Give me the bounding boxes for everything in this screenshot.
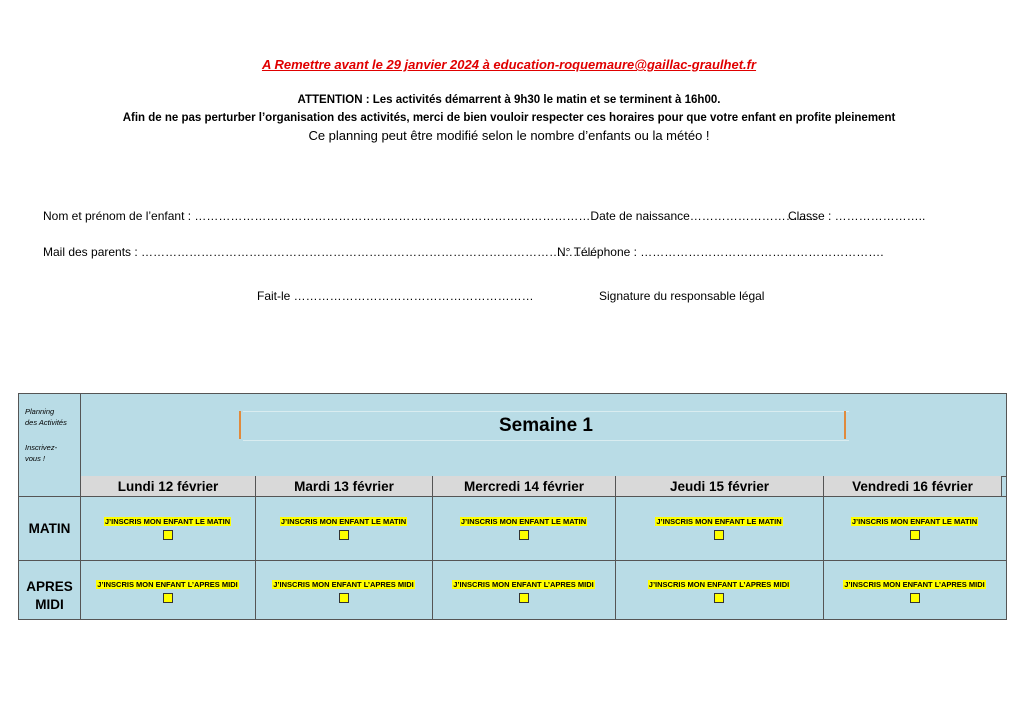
afternoon-label: J’INSCRIS MON ENFANT L’APRES MIDI <box>648 580 790 589</box>
morning-checkbox-wednesday[interactable] <box>519 530 529 540</box>
day-header: Mardi 13 février <box>255 476 433 496</box>
afternoon-checkbox-thursday[interactable] <box>714 593 724 603</box>
phone-field[interactable]: N° Téléphone : ……………………………………………………. <box>557 245 884 259</box>
morning-label: J’INSCRIS MON ENFANT LE MATIN <box>460 517 587 526</box>
afternoon-cell-friday <box>823 574 1006 603</box>
week-title: Semaine 1 <box>499 415 593 436</box>
day-header: Mercredi 14 février <box>432 476 616 496</box>
afternoon-cell-thursday <box>615 574 823 603</box>
corner-line-3: Inscrivez- <box>25 443 58 452</box>
planning-table <box>18 393 1007 620</box>
row-label-afternoon-1: APRES <box>26 579 73 594</box>
morning-checkbox-thursday[interactable] <box>714 530 724 540</box>
week-title-tick <box>844 411 846 439</box>
morning-cell-tuesday <box>255 511 432 540</box>
day-header: Lundi 12 février <box>80 476 256 496</box>
morning-cell-wednesday <box>432 511 615 540</box>
afternoon-checkbox-tuesday[interactable] <box>339 593 349 603</box>
day-header: Vendredi 16 février <box>823 476 1002 496</box>
attention-line-3: Ce planning peut être modifié selon le nombre d’enfants ou la météo ! <box>308 128 710 143</box>
afternoon-label: J’INSCRIS MON ENFANT L’APRES MIDI <box>453 580 594 589</box>
afternoon-cell-monday <box>80 574 255 603</box>
signature-label: Signature du responsable légal <box>599 289 765 303</box>
morning-cell-monday <box>80 511 255 540</box>
day-header: Jeudi 15 février <box>615 476 824 496</box>
afternoon-label: J’INSCRIS MON ENFANT L’APRES MIDI <box>97 580 238 589</box>
grid-line <box>19 560 1006 561</box>
morning-label: J’INSCRIS MON ENFANT LE MATIN <box>280 517 407 526</box>
morning-checkbox-monday[interactable] <box>163 530 173 540</box>
afternoon-label: J’INSCRIS MON ENFANT L’APRES MIDI <box>273 580 414 589</box>
done-at-field[interactable]: Fait-le …………………………………………………… <box>257 289 534 303</box>
child-name-field[interactable]: Nom et prénom de l’enfant : ………………………………………………………………………………………Date de naissance………………………….. <box>43 209 817 223</box>
deadline-notice: A Remettre avant le 29 janvier 2024 à education-roquemaure@gaillac-graulhet.fr <box>261 57 757 72</box>
afternoon-cell-wednesday <box>432 574 615 603</box>
morning-cell-friday <box>823 511 1006 540</box>
corner-line-4: vous ! <box>25 454 46 463</box>
parents-mail-field[interactable]: Mail des parents : …………………………………………………………………………………………………… <box>43 245 598 259</box>
class-field[interactable]: Classe : ………………….. <box>788 209 926 223</box>
attention-line-1: ATTENTION : Les activités démarrent à 9h30 le matin et se terminent à 16h00. <box>297 94 721 106</box>
morning-checkbox-tuesday[interactable] <box>339 530 349 540</box>
afternoon-checkbox-wednesday[interactable] <box>519 593 529 603</box>
morning-cell-thursday <box>615 511 823 540</box>
week-title-tick <box>239 411 241 439</box>
afternoon-checkbox-monday[interactable] <box>163 593 173 603</box>
morning-label: J’INSCRIS MON ENFANT LE MATIN <box>851 517 978 526</box>
corner-line-2: des Activités <box>25 418 67 427</box>
afternoon-checkbox-friday[interactable] <box>910 593 920 603</box>
attention-line-2: Afin de ne pas perturber l’organisation des activités, merci de bien vouloir respecter ces horaires pour que votre enfant en profite pleinement <box>122 112 896 124</box>
afternoon-cell-tuesday <box>255 574 432 603</box>
afternoon-label: J’INSCRIS MON ENFANT L’APRES MIDI <box>844 580 985 589</box>
morning-checkbox-friday[interactable] <box>910 530 920 540</box>
grid-line <box>19 496 1006 497</box>
morning-label: J’INSCRIS MON ENFANT LE MATIN <box>656 517 782 526</box>
row-label-afternoon-2: MIDI <box>35 597 64 612</box>
corner-line-1: Planning <box>25 407 55 416</box>
row-label-morning: MATIN <box>28 521 71 536</box>
morning-label: J’INSCRIS MON ENFANT LE MATIN <box>104 517 231 526</box>
